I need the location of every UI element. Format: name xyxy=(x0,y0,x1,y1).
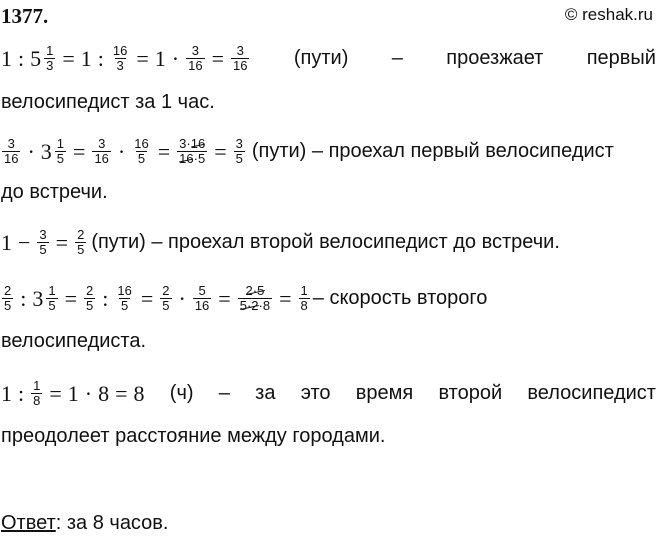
solution-line-5b: преодолеет расстояние между городами. xyxy=(1,425,386,447)
solution-line-2b: до встречи. xyxy=(1,181,108,203)
answer xyxy=(1,512,168,535)
problem-number: 1377. xyxy=(1,4,49,28)
fraction: $\frac{3}{16}$ xyxy=(233,43,248,73)
solution-line-4: $\frac{2}{5}$ : 3 $\frac{1}{5}$ = $\frac{2}{5}$ : $\frac{16}{5}$ = $\frac{2}{5}$ · $\frac{5}{16}$ = $\frac{2\cdot 5}{5\cdot 2\cdot 8}$ = $\frac{1}{8}$ – скорость второго xyxy=(4,283,488,313)
mixed-number: 5 $\frac{1}{3}$ xyxy=(30,43,54,73)
solution-line-3: 1 − $\frac{3}{5}$ = $\frac{2}{5}$ (пути) – проехал второй велосипедист до встречи. xyxy=(1,227,560,257)
header xyxy=(1,4,653,28)
site-watermark: © reshak.ru xyxy=(564,5,653,24)
cancelled-fraction: $\frac{3\cdot 16}{16\cdot 5}$ xyxy=(179,136,206,166)
solution-line-1b: велосипедист за 1 час. xyxy=(1,91,215,113)
solution-line-5: 1 : $\frac{1}{8}$ = 1 · 8 = 8 (ч) – за это время второй велосипедист xyxy=(1,378,656,408)
answer-label: Ответ xyxy=(1,512,56,534)
answer-text: : за 8 часов. xyxy=(55,512,169,534)
cancelled-fraction: $\frac{2\cdot 5}{5\cdot 2\cdot 8}$ xyxy=(239,283,271,313)
equation-1: 1 : 5 $\frac{1}{3}$ = 1 : $\frac{16}{3}$ = 1 · $\frac{3}{16}$ = $\frac{3}{16}$ xyxy=(1,43,248,73)
fraction: $\frac{16}{3}$ xyxy=(112,43,128,73)
solution-line-2: $\frac{3}{16}$ · 3 $\frac{1}{5}$ = $\frac{3}{16}$ · $\frac{16}{5}$ = $\frac{3\cdot 16}{16\cdot 5}$ = $\frac{3}{5}$ (пути) – проехал первый велосипедист xyxy=(4,136,614,166)
solution-line-1: 1 : 5 $\frac{1}{3}$ = 1 : $\frac{16}{3}$ = 1 · $\frac{3}{16}$ = $\frac{3}{16}$ (пути) – проезжает первый xyxy=(1,43,656,73)
solution-line-4b: велосипедиста. xyxy=(1,330,147,352)
fraction: $\frac{3}{16}$ xyxy=(188,43,203,73)
